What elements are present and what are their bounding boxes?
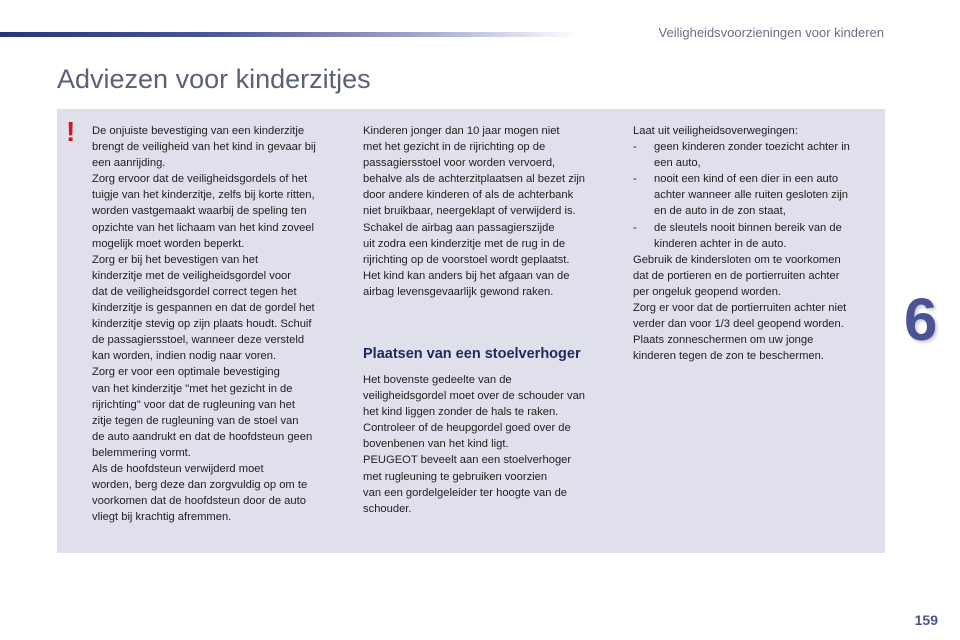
header-rule [0,32,580,37]
list-item: - geen kinderen zonder toezicht achter in een auto, [633,139,878,171]
chapter-header: Veiligheidsvoorzieningen voor kinderen [658,25,884,40]
chapter-number: 6 [904,286,938,353]
warning-text: De onjuiste bevestiging van een kinderzitje brengt de veiligheid van het kind in gevaar bij een aanrijding. Zorg ervoor dat de veiligheidsgordels of het tuigje van het kinderzitje, zelfs bij korte ritten, worden vastgemaakt waarbij de speling ten opzichte van het lichaam van het kind zoveel mogelijk moet worden beperkt. Zorg er bij het bevestigen van het kinderzitje met de veiligheidsgordel voor dat de veiligheidsgordel correct tegen het kinderzitje is gespannen en dat de gordel het kinderzitje stevig op zijn plaats houdt. Schuif de passagiersstoel, wanneer deze versteld kan worden, indien nodig naar voren. Zorg er voor een optimale bevestiging van het kinderzitje "met het gezicht in de rijrichting" voor dat de rugleuning van het zitje tegen de rugleuning van de stoel van de auto aandrukt en dat de hoofdsteun geen belemmering vormt. Als de hoofdsteun verwijderd moet worden, berg deze dan zorgvuldig op om te voorkomen dat de hoofdsteun door de auto vliegt bij krachtig afremmen. [92,125,316,524]
warning-column [92,123,348,525]
middle-paragraph: Kinderen jonger dan 10 jaar mogen niet met het gezicht in de rijrichting op de passagiersstoel voor worden vervoerd, behalve als de achterzitplaatsen al bezet zijn door andere kinderen of als de achterbank niet bruikbaar, neergeklapt of verwijderd is. Schakel de airbag aan passagierszijde uit zodra een kinderzitje met de rug in de rijrichting op de voorstoel wordt geplaatst. Het kind kan anders bij het afgaan van de airbag levensgevaarlijk gewond raken. [363,125,586,298]
page-number: 159 [914,612,938,628]
section-heading: Plaatsen van een stoelverhoger [363,346,581,362]
safety-list [633,139,878,252]
section-text: Het bovenste gedeelte van de veiligheidsgordel moet over de schouder van het kind liggen zonder de hals te raken. Controleer of de heupgordel goed over de bovenbenen van het kind ligt. PEUGEOT beveelt aan een stoelverhoger met rugleuning te gebruiken voorzien van een gordelgeleider ter hoogte van de schouder. [363,374,586,515]
list-item: - de sleutels nooit binnen bereik van de kinderen achter in de auto. [633,220,878,252]
page-title: Adviezen voor kinderzitjes [57,64,371,94]
right-column [633,123,878,364]
section-text-column [363,372,617,517]
warning-icon: ! [66,116,76,147]
right-closing: Gebruik de kindersloten om te voorkomen dat de portieren en de portierruiten achter per ongeluk geopend worden. Zorg er voor dat de portierruiten achter niet verder dan voor 1/3 deel geopend worden. Plaats zonneschermen om uw jonge kinderen tegen de zon te beschermen. [633,253,847,363]
right-intro: Laat uit veiligheidsoverwegingen: [633,125,798,137]
list-item: - nooit een kind of een dier in een auto achter wanneer alle ruiten gesloten zijn en de auto in de zon staat, [633,171,878,219]
middle-column [363,123,617,300]
